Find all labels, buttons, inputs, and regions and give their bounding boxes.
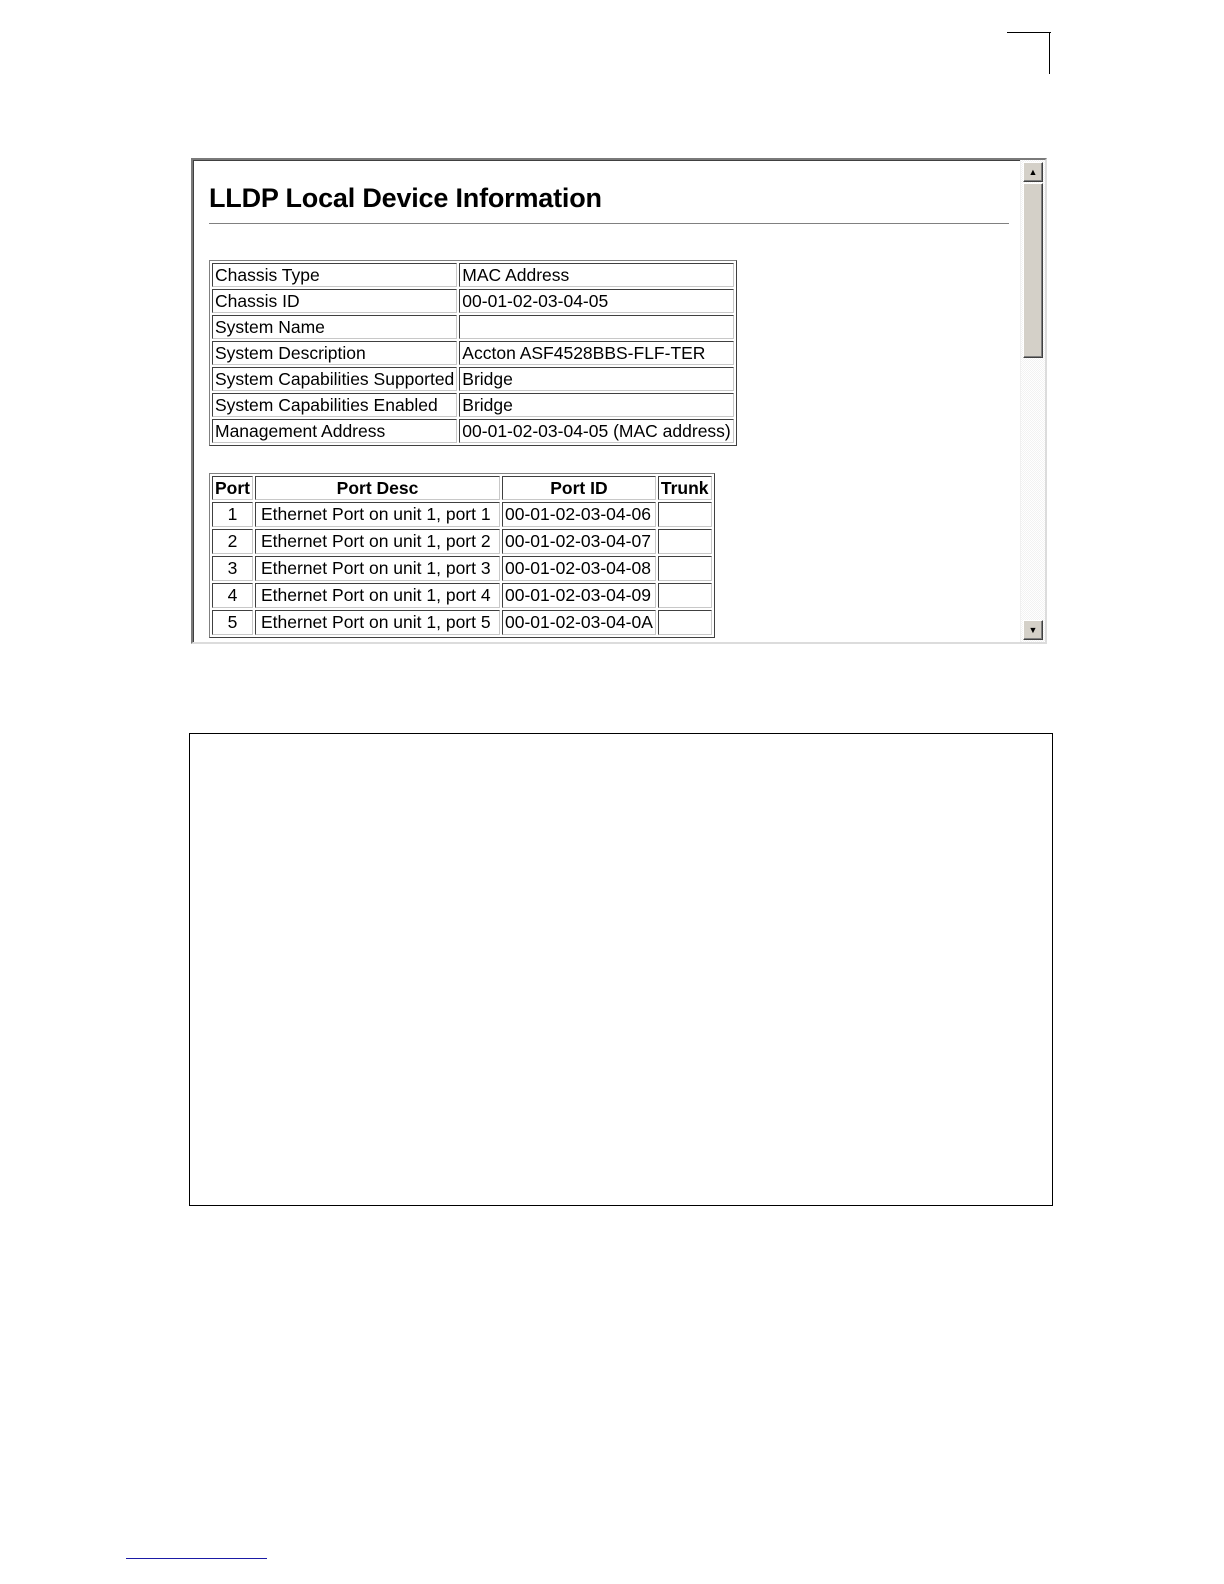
info-label: System Capabilities Enabled — [212, 393, 457, 417]
table-row — [212, 583, 712, 608]
info-label: System Name — [212, 315, 457, 339]
port-id-cell: 00-01-02-03-04-07 — [502, 529, 656, 554]
page-title: LLDP Local Device Information — [209, 183, 602, 213]
info-value: 00-01-02-03-04-05 (MAC address) — [459, 419, 733, 443]
vertical-scrollbar[interactable] — [1020, 160, 1045, 642]
arrow-down-icon: ▼ — [1028, 624, 1038, 635]
info-label: System Description — [212, 341, 457, 365]
trunk-cell — [658, 610, 712, 635]
port-id-cell: 00-01-02-03-04-06 — [502, 502, 656, 527]
table-row — [212, 315, 734, 339]
info-label: Management Address — [212, 419, 457, 443]
trunk-cell — [658, 502, 712, 527]
info-label: Chassis ID — [212, 289, 457, 313]
table-header-row — [212, 476, 712, 500]
info-value: Bridge — [459, 367, 733, 391]
info-value — [459, 315, 733, 339]
content-viewport — [193, 160, 1021, 642]
table-row — [212, 529, 712, 554]
port-cell: 2 — [212, 529, 253, 554]
scroll-down-button[interactable] — [1023, 620, 1043, 640]
port-cell: 1 — [212, 502, 253, 527]
table-row — [212, 556, 712, 581]
info-value: 00-01-02-03-04-05 — [459, 289, 733, 313]
info-label: Chassis Type — [212, 263, 457, 287]
port-desc-cell: Ethernet Port on unit 1, port 5 — [255, 610, 500, 635]
crop-mark-vertical — [1049, 32, 1050, 74]
table-row — [212, 289, 734, 313]
info-value: MAC Address — [459, 263, 733, 287]
port-id-cell: 00-01-02-03-04-09 — [502, 583, 656, 608]
port-id-cell: 00-01-02-03-04-08 — [502, 556, 656, 581]
column-header-port-desc: Port Desc — [255, 476, 500, 500]
column-header-port: Port — [212, 476, 253, 500]
port-desc-cell: Ethernet Port on unit 1, port 3 — [255, 556, 500, 581]
port-id-cell: 00-01-02-03-04-0A — [502, 610, 656, 635]
table-row — [212, 263, 734, 287]
port-cell: 5 — [212, 610, 253, 635]
table-row — [212, 367, 734, 391]
port-cell: 4 — [212, 583, 253, 608]
table-row — [212, 341, 734, 365]
table-row — [212, 610, 712, 635]
scroll-up-button[interactable] — [1023, 162, 1043, 182]
column-header-trunk: Trunk — [658, 476, 712, 500]
title-divider — [209, 223, 1009, 225]
port-desc-cell: Ethernet Port on unit 1, port 2 — [255, 529, 500, 554]
trunk-cell — [658, 529, 712, 554]
scrollbar-thumb[interactable] — [1023, 183, 1043, 358]
arrow-up-icon: ▲ — [1028, 166, 1038, 177]
table-row — [212, 419, 734, 443]
trunk-cell — [658, 583, 712, 608]
port-desc-cell: Ethernet Port on unit 1, port 4 — [255, 583, 500, 608]
empty-content-box — [189, 733, 1053, 1206]
table-row — [212, 502, 712, 527]
port-cell: 3 — [212, 556, 253, 581]
info-value: Bridge — [459, 393, 733, 417]
browser-screenshot-frame — [191, 158, 1047, 644]
column-header-port-id: Port ID — [502, 476, 656, 500]
port-desc-cell: Ethernet Port on unit 1, port 1 — [255, 502, 500, 527]
footer-rule — [126, 1558, 267, 1559]
port-list-table — [209, 473, 715, 638]
local-device-info-table — [209, 260, 737, 446]
table-row — [212, 393, 734, 417]
trunk-cell — [658, 556, 712, 581]
info-label: System Capabilities Supported — [212, 367, 457, 391]
crop-mark-horizontal — [1007, 32, 1051, 33]
info-value: Accton ASF4528BBS-FLF-TER — [459, 341, 733, 365]
